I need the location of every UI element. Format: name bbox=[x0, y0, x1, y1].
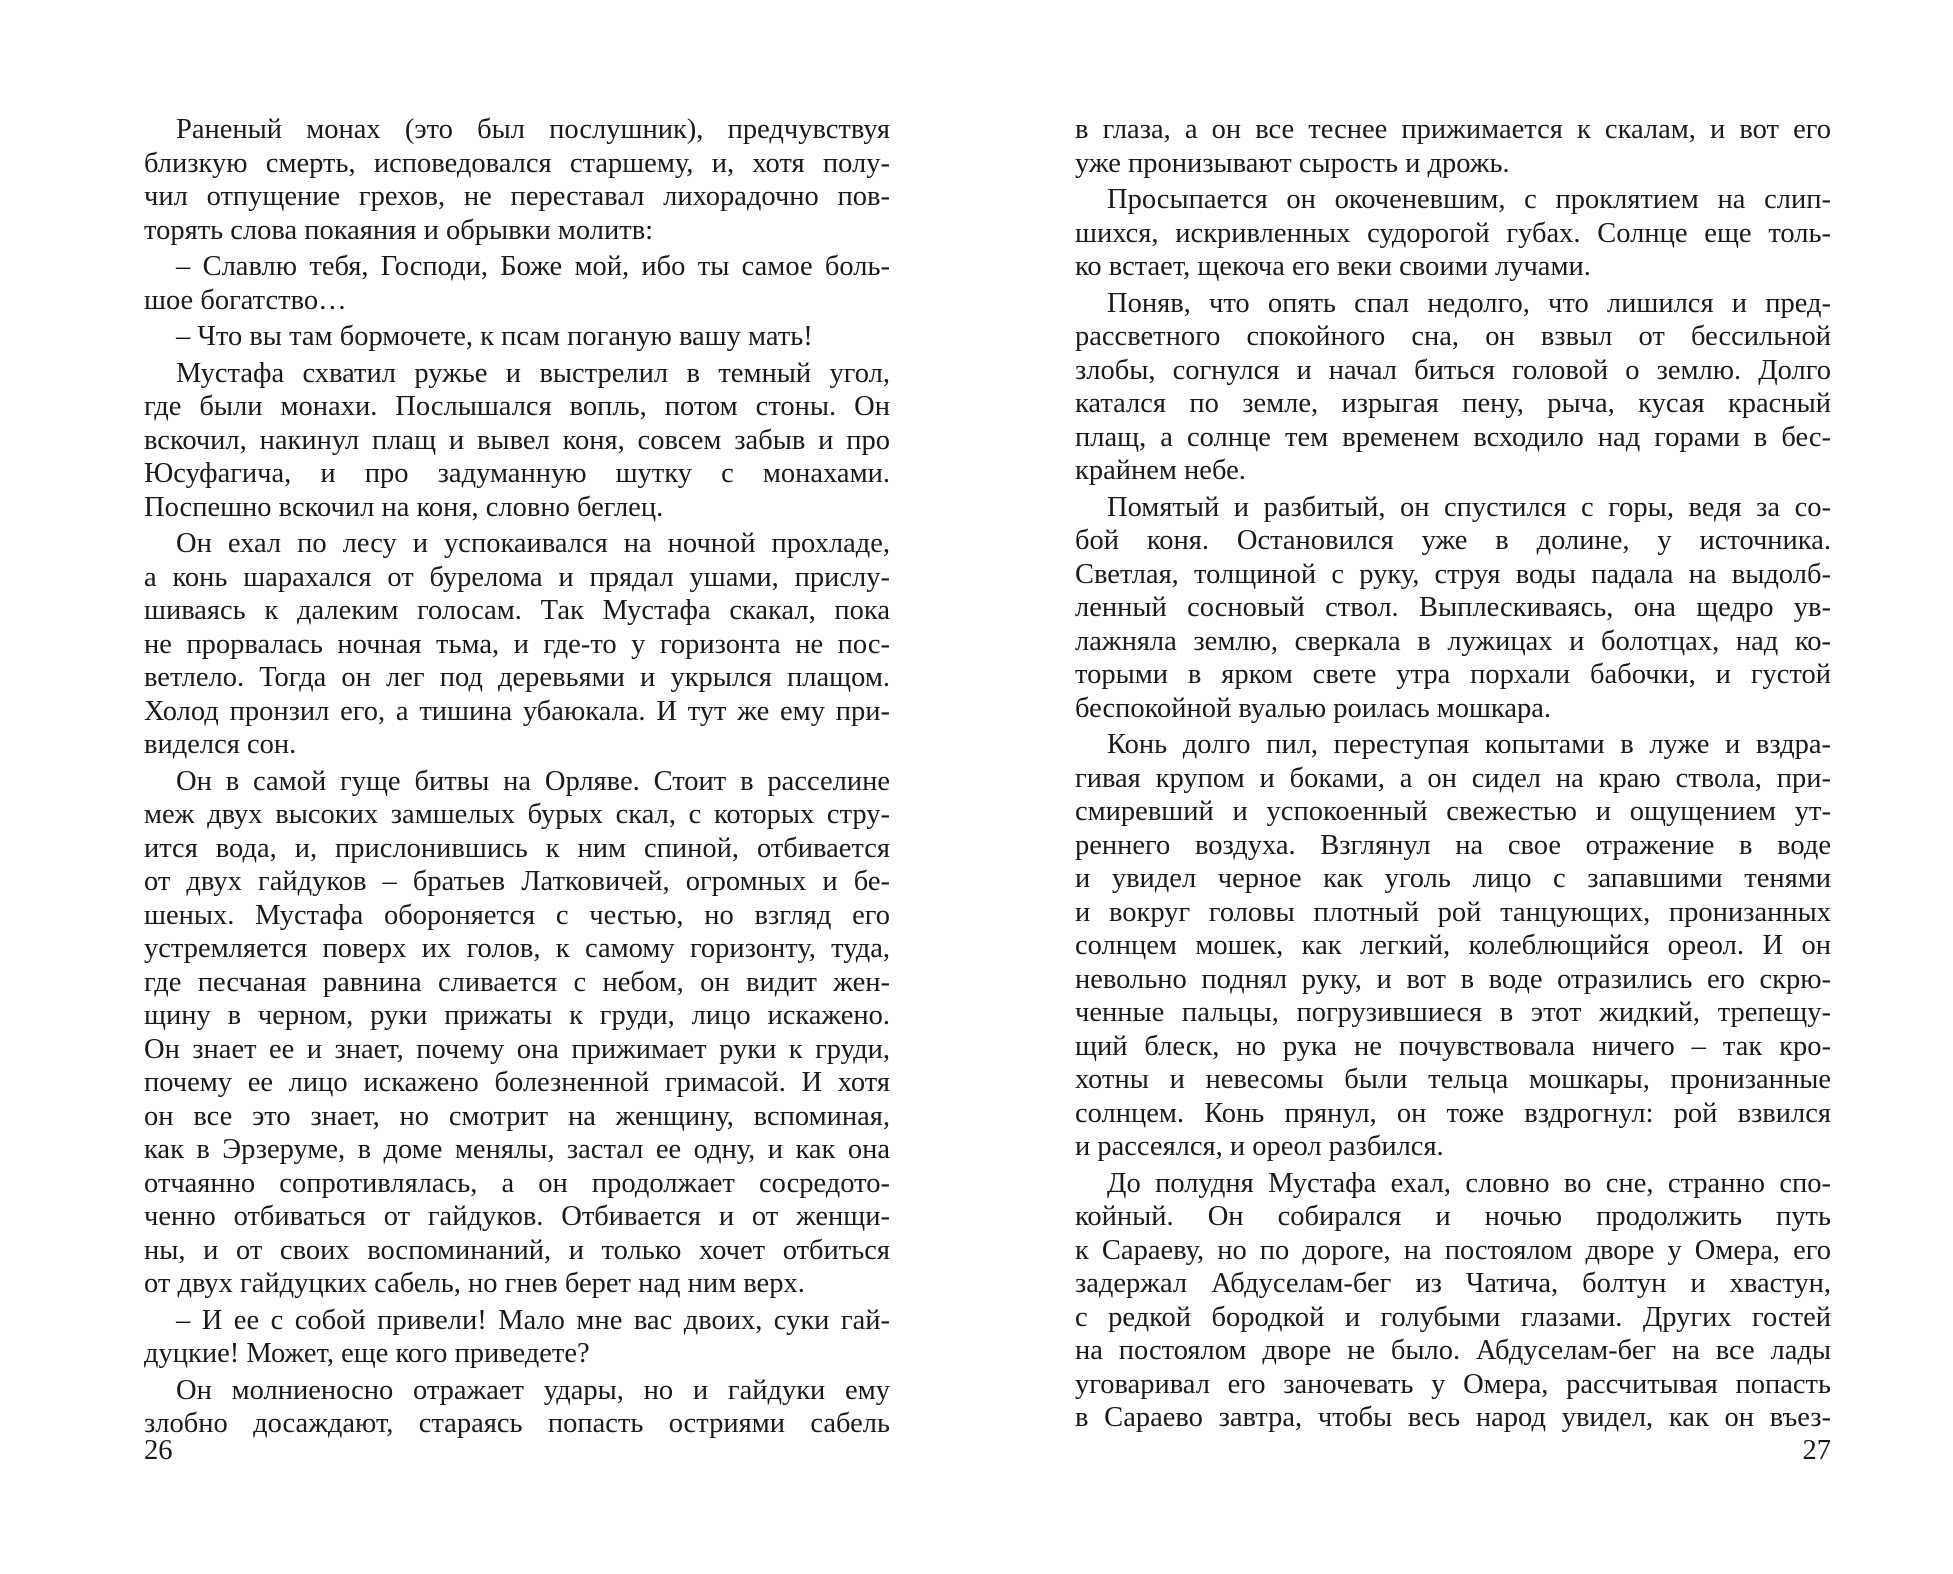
text-line: – Славлю тебя, Господи, Боже мой, ибо ты самое боль- bbox=[176, 251, 890, 282]
text-line: где песчаная равнина сливается с небом, он видит жен- bbox=[144, 966, 890, 998]
text-line: ны, и от своих воспоминаний, и только хочет отбиться bbox=[144, 1234, 890, 1266]
text-line: щину в черном, руки прижаты к груди, лицо искажено. bbox=[144, 1000, 890, 1031]
text-line: шиваясь к далеким голосам. Так Мустафа скакал, пока bbox=[144, 595, 890, 626]
text-line: торять слова покаяния и обрывки молитв: bbox=[144, 214, 654, 246]
text-line: ветлело. Тогда он лег под деревьями и укрылся плащом. bbox=[144, 662, 890, 693]
text-line: дуцкие! Может, еще кого приведете? bbox=[144, 1338, 590, 1369]
text-line: Поспешно вскочил на коня, словно беглец. bbox=[144, 491, 664, 523]
text-line: Светлая, толщиной с руку, струя воды падала на выдолб- bbox=[1075, 558, 1831, 590]
text-line: меж двух высоких замшелых бурых скал, с которых стру- bbox=[144, 799, 890, 830]
text-line: с редкой бородкой и голубыми глазами. Других гостей bbox=[1075, 1301, 1831, 1333]
text-line: катался по земле, изрыгая пену, рыча, кусая красный bbox=[1075, 388, 1831, 419]
text-line: ченно отбиваться от гайдуков. Отбивается и от женщи- bbox=[144, 1201, 890, 1232]
text-line: Поняв, что опять спал недолго, что лишился и пред- bbox=[1107, 287, 1831, 319]
right-page bbox=[976, 0, 1953, 1574]
text-line: и рассеялся, и ореол разбился. bbox=[1075, 1131, 1444, 1162]
text-line: злобно досаждают, стараясь попасть остриями сабель bbox=[144, 1408, 890, 1439]
text-line: – И ее с собой привели! Мало мне вас двоих, суки гай- bbox=[176, 1304, 890, 1336]
text-line: Холод пронзил его, а тишина убаюкала. И тут же ему при- bbox=[144, 695, 890, 727]
text-line: задержал Абдуселам-бег из Чатича, болтун и хвастун, bbox=[1075, 1268, 1831, 1299]
text-line: – Что вы там бормочете, к псам поганую вашу мать! bbox=[176, 321, 813, 352]
text-line: шеных. Мустафа обороняется с честью, но взгляд его bbox=[144, 899, 890, 931]
right-page-text bbox=[1075, 113, 1831, 1435]
text-line: от двух гайдуков – братьев Латковичей, огромных и бе- bbox=[144, 866, 890, 897]
text-line: отчаянно сопротивлялась, а он продолжает сосредото- bbox=[144, 1167, 890, 1199]
text-line: Он молниеносно отражает удары, но и гайдуки ему bbox=[176, 1374, 890, 1406]
text-line: уговаривал его заночевать у Омера, рассчитывая попасть bbox=[1075, 1368, 1831, 1400]
text-line: гивая крупом и боками, а он сидел на краю ствола, при- bbox=[1075, 762, 1831, 794]
text-line: плащ, а солнце тем временем всходило над горами в бес- bbox=[1075, 421, 1831, 453]
text-line: солнцем мошек, как легкий, колеблющийся ореол. И он bbox=[1075, 930, 1831, 961]
text-line: реннего воздуха. Взглянул на свое отражение в воде bbox=[1075, 829, 1831, 861]
text-line: Он в самой гуще битвы на Орляве. Стоит в расселине bbox=[176, 765, 890, 797]
text-line: Мустафа схватил ружье и выстрелил в темный угол, bbox=[176, 357, 890, 389]
text-line: койный. Он собирался и ночью продолжить путь bbox=[1075, 1201, 1831, 1232]
text-line: шихся, искривленных судорогой губах. Солнце еще толь- bbox=[1075, 217, 1831, 249]
text-line: уже пронизывают сырость и дрожь. bbox=[1075, 147, 1510, 179]
text-line: он все это знает, но смотрит на женщину, вспоминая, bbox=[144, 1100, 890, 1132]
text-line: шое богатство… bbox=[144, 284, 347, 316]
text-line: и увидел черное как уголь лицо с запавшими тенями bbox=[1075, 863, 1831, 894]
text-line: Помятый и разбитый, он спустился с горы, ведя за со- bbox=[1107, 491, 1831, 523]
text-line: торыми в ярком свете утра порхали бабочки, и густой bbox=[1075, 659, 1831, 690]
page-number-left: 26 bbox=[144, 1435, 173, 1466]
text-line: беспокойной вуалью роилась мошкара. bbox=[1075, 692, 1552, 724]
text-line: Он знает ее и знает, почему она прижимает руки к груди, bbox=[144, 1033, 890, 1065]
text-line: смиревший и успокоенный свежестью и ощущением ут- bbox=[1075, 796, 1831, 827]
text-line: крайнем небе. bbox=[1075, 455, 1246, 486]
text-line: где были монахи. Послышался вопль, потом стоны. Он bbox=[144, 391, 890, 422]
text-line: рассветного спокойного сна, он взвыл от бессильной bbox=[1075, 321, 1831, 352]
text-line: а конь шарахался от бурелома и прядал ушами, прислу- bbox=[144, 561, 890, 593]
text-line: в Сараево завтра, чтобы весь народ увидел, как он въез- bbox=[1075, 1402, 1831, 1433]
text-line: не прорвалась ночная тьма, и где-то у горизонта не пос- bbox=[144, 628, 890, 660]
text-line: щий блеск, но рука не почувствовала ничего – так кро- bbox=[1075, 1030, 1831, 1062]
left-page bbox=[0, 0, 976, 1574]
page-number-right: 27 bbox=[1802, 1435, 1831, 1466]
text-line: лажняла землю, сверкала в лужицах и болотцах, над ко- bbox=[1075, 625, 1831, 657]
text-line: Конь долго пил, переступая копытами в луже и вздра- bbox=[1107, 729, 1831, 760]
text-line: хотны и невесомы были тельца мошкары, пронизанные bbox=[1075, 1064, 1831, 1095]
text-line: и вокруг головы плотный рой танцующих, пронизанных bbox=[1075, 896, 1831, 928]
text-line: как в Эрзеруме, в доме менялы, застал ее одну, и как она bbox=[144, 1134, 890, 1165]
text-line: Он ехал по лесу и успокаивался на ночной прохладе, bbox=[176, 528, 890, 559]
left-page-text bbox=[144, 113, 890, 1441]
text-line: ченные пальцы, погрузившиеся в этот жидкий, трепещу- bbox=[1075, 997, 1831, 1028]
text-line: До полудня Мустафа ехал, словно во сне, странно спо- bbox=[1107, 1167, 1831, 1199]
text-line: ко встает, щекоча его веки своими лучами. bbox=[1075, 251, 1591, 282]
text-line: почему ее лицо искажено болезненной гримасой. И хотя bbox=[144, 1067, 890, 1098]
text-line: чил отпущение грехов, не переставал лихорадочно пов- bbox=[144, 181, 890, 212]
text-line: ленный сосновый ствол. Выплескиваясь, она щедро ув- bbox=[1075, 592, 1831, 623]
text-line: злобы, согнулся и начал биться головой о землю. Долго bbox=[1075, 354, 1831, 386]
text-line: близкую смерть, исповедовался старшему, и, хотя полу- bbox=[144, 147, 890, 179]
text-line: в глаза, а он все теснее прижимается к скалам, и вот его bbox=[1075, 114, 1831, 145]
text-line: Юсуфагича, и про задуманную шутку с монахами. bbox=[144, 458, 890, 489]
text-line: ится вода, и, прислонившись к ним спиной, отбивается bbox=[144, 832, 890, 864]
text-line: Раненый монах (это был послушник), предчувствуя bbox=[176, 114, 890, 145]
text-line: устремляется поверх их голов, к самому горизонту, туда, bbox=[144, 933, 890, 964]
text-line: невольно поднял руку, и вот в воде отразились его скрю- bbox=[1075, 963, 1831, 995]
text-line: виделся сон. bbox=[144, 729, 297, 760]
text-line: солнцем. Конь прянул, он тоже вздрогнул: рой взвился bbox=[1075, 1097, 1831, 1129]
text-line: Просыпается он окоченевшим, с проклятием на слип- bbox=[1107, 184, 1831, 215]
text-line: к Сараеву, но по дороге, на постоялом дворе у Омера, его bbox=[1075, 1234, 1831, 1266]
text-line: бой коня. Остановился уже в долине, у источника. bbox=[1075, 525, 1831, 556]
text-line: на постоялом дворе не было. Абдуселам-бег на все лады bbox=[1075, 1335, 1831, 1366]
text-line: от двух гайдуцких сабель, но гнев берет над ним верх. bbox=[144, 1268, 805, 1299]
text-line: вскочил, накинул плащ и вывел коня, совсем забыв и про bbox=[144, 424, 890, 456]
